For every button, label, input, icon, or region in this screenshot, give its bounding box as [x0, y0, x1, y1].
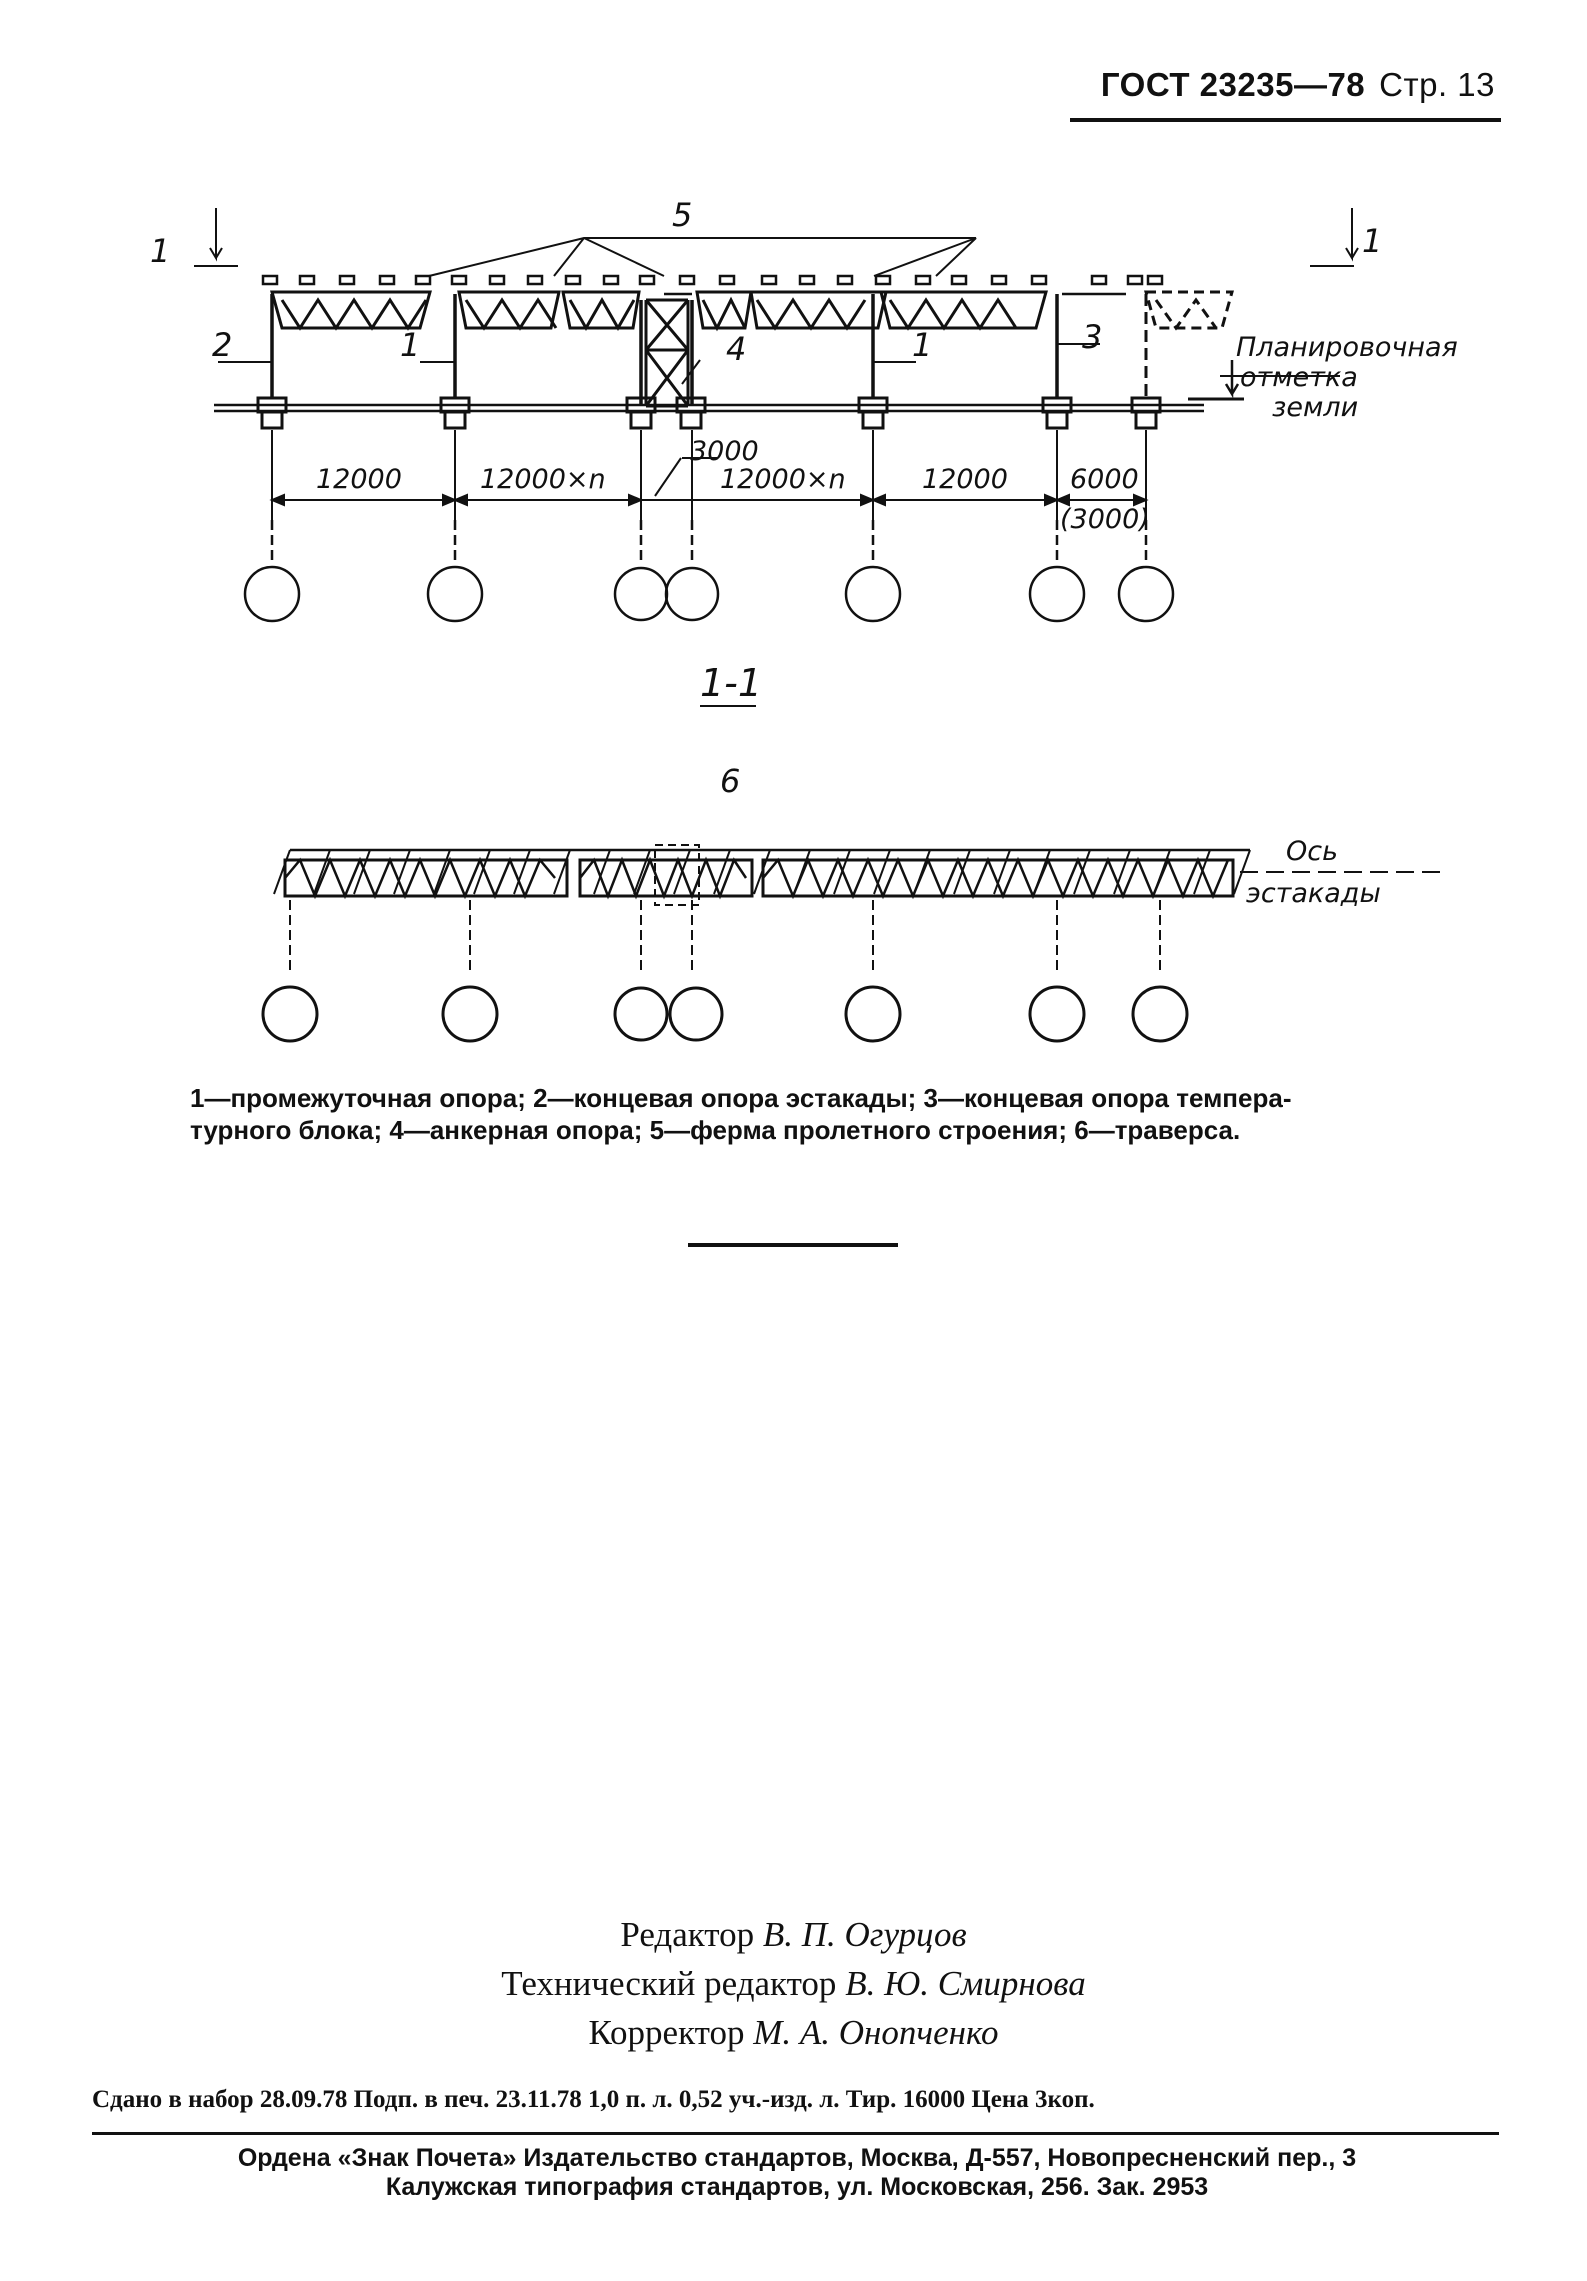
dim-3: 3000	[690, 436, 759, 467]
page-number: Стр. 13	[1379, 66, 1495, 103]
caption-line-2: турного блока; 4—анкерная опора; 5—ферма пролетного строения; 6—траверса.	[190, 1115, 1241, 1145]
plan-view	[263, 845, 1440, 1041]
credits-block	[0, 1910, 1587, 2057]
label-1a: 1	[400, 326, 421, 364]
separator-rule	[688, 1243, 898, 1247]
anchor-tower	[646, 300, 688, 406]
dim-6: 6000	[1070, 464, 1139, 495]
label-4: 4	[726, 330, 747, 368]
figure-caption	[190, 1082, 1425, 1146]
corrector-label: Корректор	[588, 2013, 745, 2052]
label-1b: 1	[912, 326, 933, 364]
tech-editor-line	[0, 1959, 1587, 2008]
dim-1: 12000	[316, 464, 402, 495]
grade-text-3: земли	[1272, 392, 1359, 423]
imprint-rule	[92, 2132, 1499, 2135]
pile-circles-elevation	[245, 520, 1173, 621]
footings	[258, 398, 1160, 428]
tech-editor-label: Технический редактор	[501, 1964, 837, 2003]
ground-line	[214, 405, 1204, 411]
section-title: 1-1	[700, 661, 763, 705]
caption-line-1: 1—промежуточная опора; 2—концевая опора эстакады; 3—концевая опора темпера-	[190, 1083, 1292, 1113]
imprint-line-3: Калужская типография стандартов, ул. Московская, 256. Зак. 2953	[385, 2173, 1209, 2201]
section-mark-right: 1	[1362, 222, 1383, 260]
corrector-name: М. А. Онопченко	[753, 2013, 999, 2052]
tech-editor-name: В. Ю. Смирнова	[845, 1964, 1086, 2003]
label-5: 5	[672, 196, 693, 234]
section-mark-left: 1	[150, 232, 171, 270]
dim-4: 12000×n	[720, 464, 846, 495]
trestle-drawing	[0, 0, 1587, 1070]
corrector-line	[0, 2008, 1587, 2057]
label-3: 3	[1082, 318, 1103, 356]
dim-5: 12000	[922, 464, 1008, 495]
editor-name: В. П. Огурцов	[762, 1915, 967, 1954]
imprint-line-2: Ордена «Знак Почета» Издательство стандартов, Москва, Д-557, Новопресненский пер., 3	[237, 2144, 1357, 2172]
editor-line	[0, 1910, 1587, 1959]
grade-text-2: отметка	[1240, 362, 1358, 393]
axis-text-1: Ось	[1286, 836, 1339, 867]
label-2: 2	[212, 326, 233, 364]
imprint-line-1: Сдано в набор 28.09.78 Подп. в печ. 23.11.78 1,0 п. л. 0,52 уч.-изд. л. Тир. 16000 Цена 3коп.	[92, 2086, 1095, 2113]
dim-2: 12000×n	[480, 464, 606, 495]
editor-label: Редактор	[620, 1915, 755, 1954]
dim-7: (3000)	[1060, 504, 1150, 535]
standard-number: ГОСТ 23235—78	[1100, 66, 1366, 103]
label-6: 6	[720, 762, 741, 800]
axis-text-2: эстакады	[1246, 878, 1381, 909]
grade-text-1: Планировочная	[1236, 332, 1458, 363]
imprint-block	[92, 2144, 1502, 2202]
